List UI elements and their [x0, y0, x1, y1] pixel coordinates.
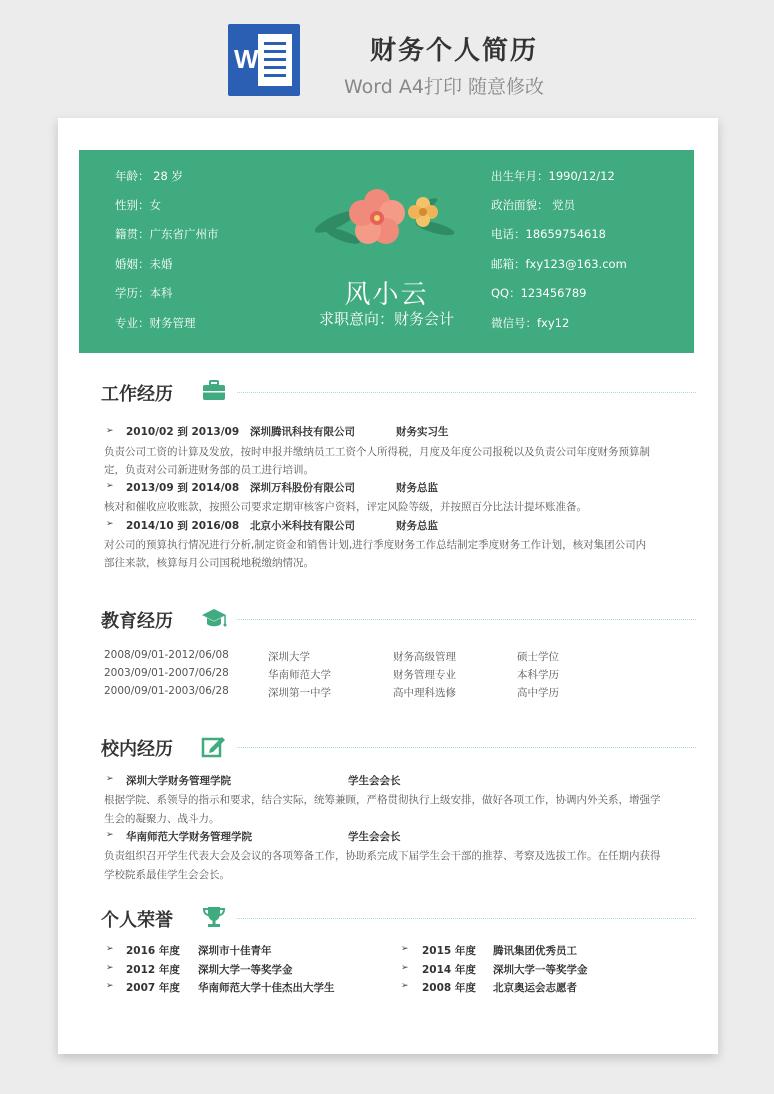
edu-degree: 硕士学位 — [517, 651, 559, 663]
section-divider — [237, 619, 696, 620]
edu-school: 深圳大学 — [268, 651, 310, 663]
section-divider — [237, 918, 696, 919]
briefcase-icon — [201, 379, 227, 403]
edu-period: 2003/09/01-2007/06/28 — [104, 667, 229, 679]
flower-icon — [305, 184, 465, 254]
honor-year: 2012 年度 — [126, 964, 180, 976]
edu-major: 财务高级管理 — [393, 651, 456, 663]
bullet-icon: ➢ — [401, 963, 409, 973]
job-company: 深圳万科股份有限公司 — [250, 482, 355, 494]
campus-description: 负责组织召开学生代表大会及会议的各项筹备工作，协助系完成下届学生会干部的推荐、考察及选拔工作。在任期内获得 — [104, 850, 661, 862]
honor-name: 华南师范大学十佳杰出大学生 — [198, 982, 335, 994]
profile-email: 邮箱：fxy123@163.com — [491, 257, 627, 271]
bullet-icon: ➢ — [401, 981, 409, 991]
banner-title: 财务个人简历 — [369, 36, 538, 66]
honor-name: 深圳大学一等奖学金 — [493, 964, 588, 976]
profile-education: 学历：本科 — [115, 286, 173, 300]
job-role: 财务总监 — [396, 482, 438, 494]
profile-wechat: 微信号：fxy12 — [491, 316, 570, 330]
job-company: 北京小米科技有限公司 — [250, 520, 355, 532]
profile-phone: 电话：18659754618 — [491, 227, 606, 241]
job-description: 核对和催收应收账款，按照公司要求定期审核客户资料，评定风险等级，并按照百分比法计提坏账准备。 — [104, 501, 587, 513]
section-title-campus: 校内经历 — [101, 739, 173, 760]
honor-year: 2014 年度 — [422, 964, 476, 976]
edu-school: 华南师范大学 — [268, 669, 331, 681]
honor-year: 2016 年度 — [126, 945, 180, 957]
honor-year: 2015 年度 — [422, 945, 476, 957]
profile-header — [79, 150, 694, 353]
candidate-name: 风小云 — [344, 280, 429, 310]
job-period: 2014/10 到 2016/08 — [126, 520, 240, 532]
honor-name: 腾讯集团优秀员工 — [493, 945, 577, 957]
job-description: 负责公司工资的计算及发放，按时申报并缴纳员工工资个人所得税，月度及年度公司报税以及负责公司年度财务预算制 — [104, 446, 650, 458]
section-education — [101, 607, 696, 633]
honor-year: 2008 年度 — [422, 982, 476, 994]
edu-major: 高中理科选修 — [393, 687, 456, 699]
section-divider — [237, 747, 696, 748]
section-divider — [237, 392, 696, 393]
bullet-icon: ➢ — [106, 774, 114, 784]
job-company: 深圳腾讯科技有限公司 — [250, 426, 355, 438]
profile-age: 年龄： 28 岁 — [115, 169, 183, 183]
edu-degree: 高中学历 — [517, 687, 559, 699]
section-work — [101, 380, 696, 406]
section-campus — [101, 735, 696, 761]
word-logo-letter: W — [234, 44, 259, 74]
bullet-icon: ➢ — [106, 519, 114, 529]
job-period: 2010/02 到 2013/09 — [126, 426, 240, 438]
edu-period: 2008/09/01-2012/06/08 — [104, 649, 229, 661]
job-intent: 求职意向：财务会计 — [318, 310, 454, 328]
bullet-icon: ➢ — [106, 481, 114, 491]
honor-name: 北京奥运会志愿者 — [493, 982, 577, 994]
trophy-icon — [201, 905, 227, 929]
honor-name: 深圳大学一等奖学金 — [198, 964, 293, 976]
graduation-cap-icon — [201, 606, 227, 630]
profile-qq: QQ：123456789 — [491, 286, 587, 300]
section-title-honors: 个人荣誉 — [101, 910, 173, 931]
bullet-icon: ➢ — [106, 830, 114, 840]
profile-birth: 出生年月：1990/12/12 — [491, 169, 615, 183]
honor-year: 2007 年度 — [126, 982, 180, 994]
edu-degree: 本科学历 — [517, 669, 559, 681]
edu-major: 财务管理专业 — [393, 669, 456, 681]
bullet-icon: ➢ — [106, 963, 114, 973]
campus-role: 学生会会长 — [348, 775, 401, 787]
section-honors — [101, 906, 696, 932]
banner-subtitle: Word A4打印 随意修改 — [343, 76, 544, 98]
job-description: 部往来款，核算每月公司国税地税缴纳情况。 — [104, 557, 314, 569]
profile-political: 政治面貌： 党员 — [491, 198, 576, 212]
edu-school: 深圳第一中学 — [268, 687, 331, 699]
edit-icon — [201, 734, 227, 758]
edu-period: 2000/09/01-2003/06/28 — [104, 685, 229, 697]
profile-gender: 性别：女 — [115, 198, 161, 212]
job-description: 对公司的预算执行情况进行分析,制定资金和销售计划,进行季度财务工作总结制定季度财务工作计划，核对集团公司内 — [104, 539, 647, 551]
resume-page — [58, 118, 718, 1054]
job-role: 财务实习生 — [396, 426, 449, 438]
word-logo-icon — [228, 24, 300, 96]
top-banner — [0, 0, 774, 112]
bullet-icon: ➢ — [401, 944, 409, 954]
campus-description: 学校院系最佳学生会会长。 — [104, 869, 230, 881]
bullet-icon: ➢ — [106, 944, 114, 954]
bullet-icon: ➢ — [106, 426, 114, 436]
job-description: 定，负责对公司新进财务部的员工进行培训。 — [104, 464, 314, 476]
campus-org: 华南师范大学财务管理学院 — [126, 831, 252, 843]
section-title-education: 教育经历 — [101, 611, 173, 632]
campus-role: 学生会会长 — [348, 831, 401, 843]
profile-major: 专业：财务管理 — [115, 316, 196, 330]
campus-description: 生会的凝聚力、战斗力。 — [104, 813, 220, 825]
campus-org: 深圳大学财务管理学院 — [126, 775, 231, 787]
profile-marriage: 婚姻：未婚 — [115, 257, 173, 271]
campus-description: 根据学院、系领导的指示和要求，结合实际，统筹兼顾，严格贯彻执行上级安排，做好各项工作，协调内外关系，增强学 — [104, 794, 661, 806]
job-period: 2013/09 到 2014/08 — [126, 482, 240, 494]
honor-name: 深圳市十佳青年 — [198, 945, 272, 957]
profile-origin: 籍贯：广东省广州市 — [115, 227, 219, 241]
bullet-icon: ➢ — [106, 981, 114, 991]
section-title-work: 工作经历 — [101, 384, 173, 405]
job-role: 财务总监 — [396, 520, 438, 532]
